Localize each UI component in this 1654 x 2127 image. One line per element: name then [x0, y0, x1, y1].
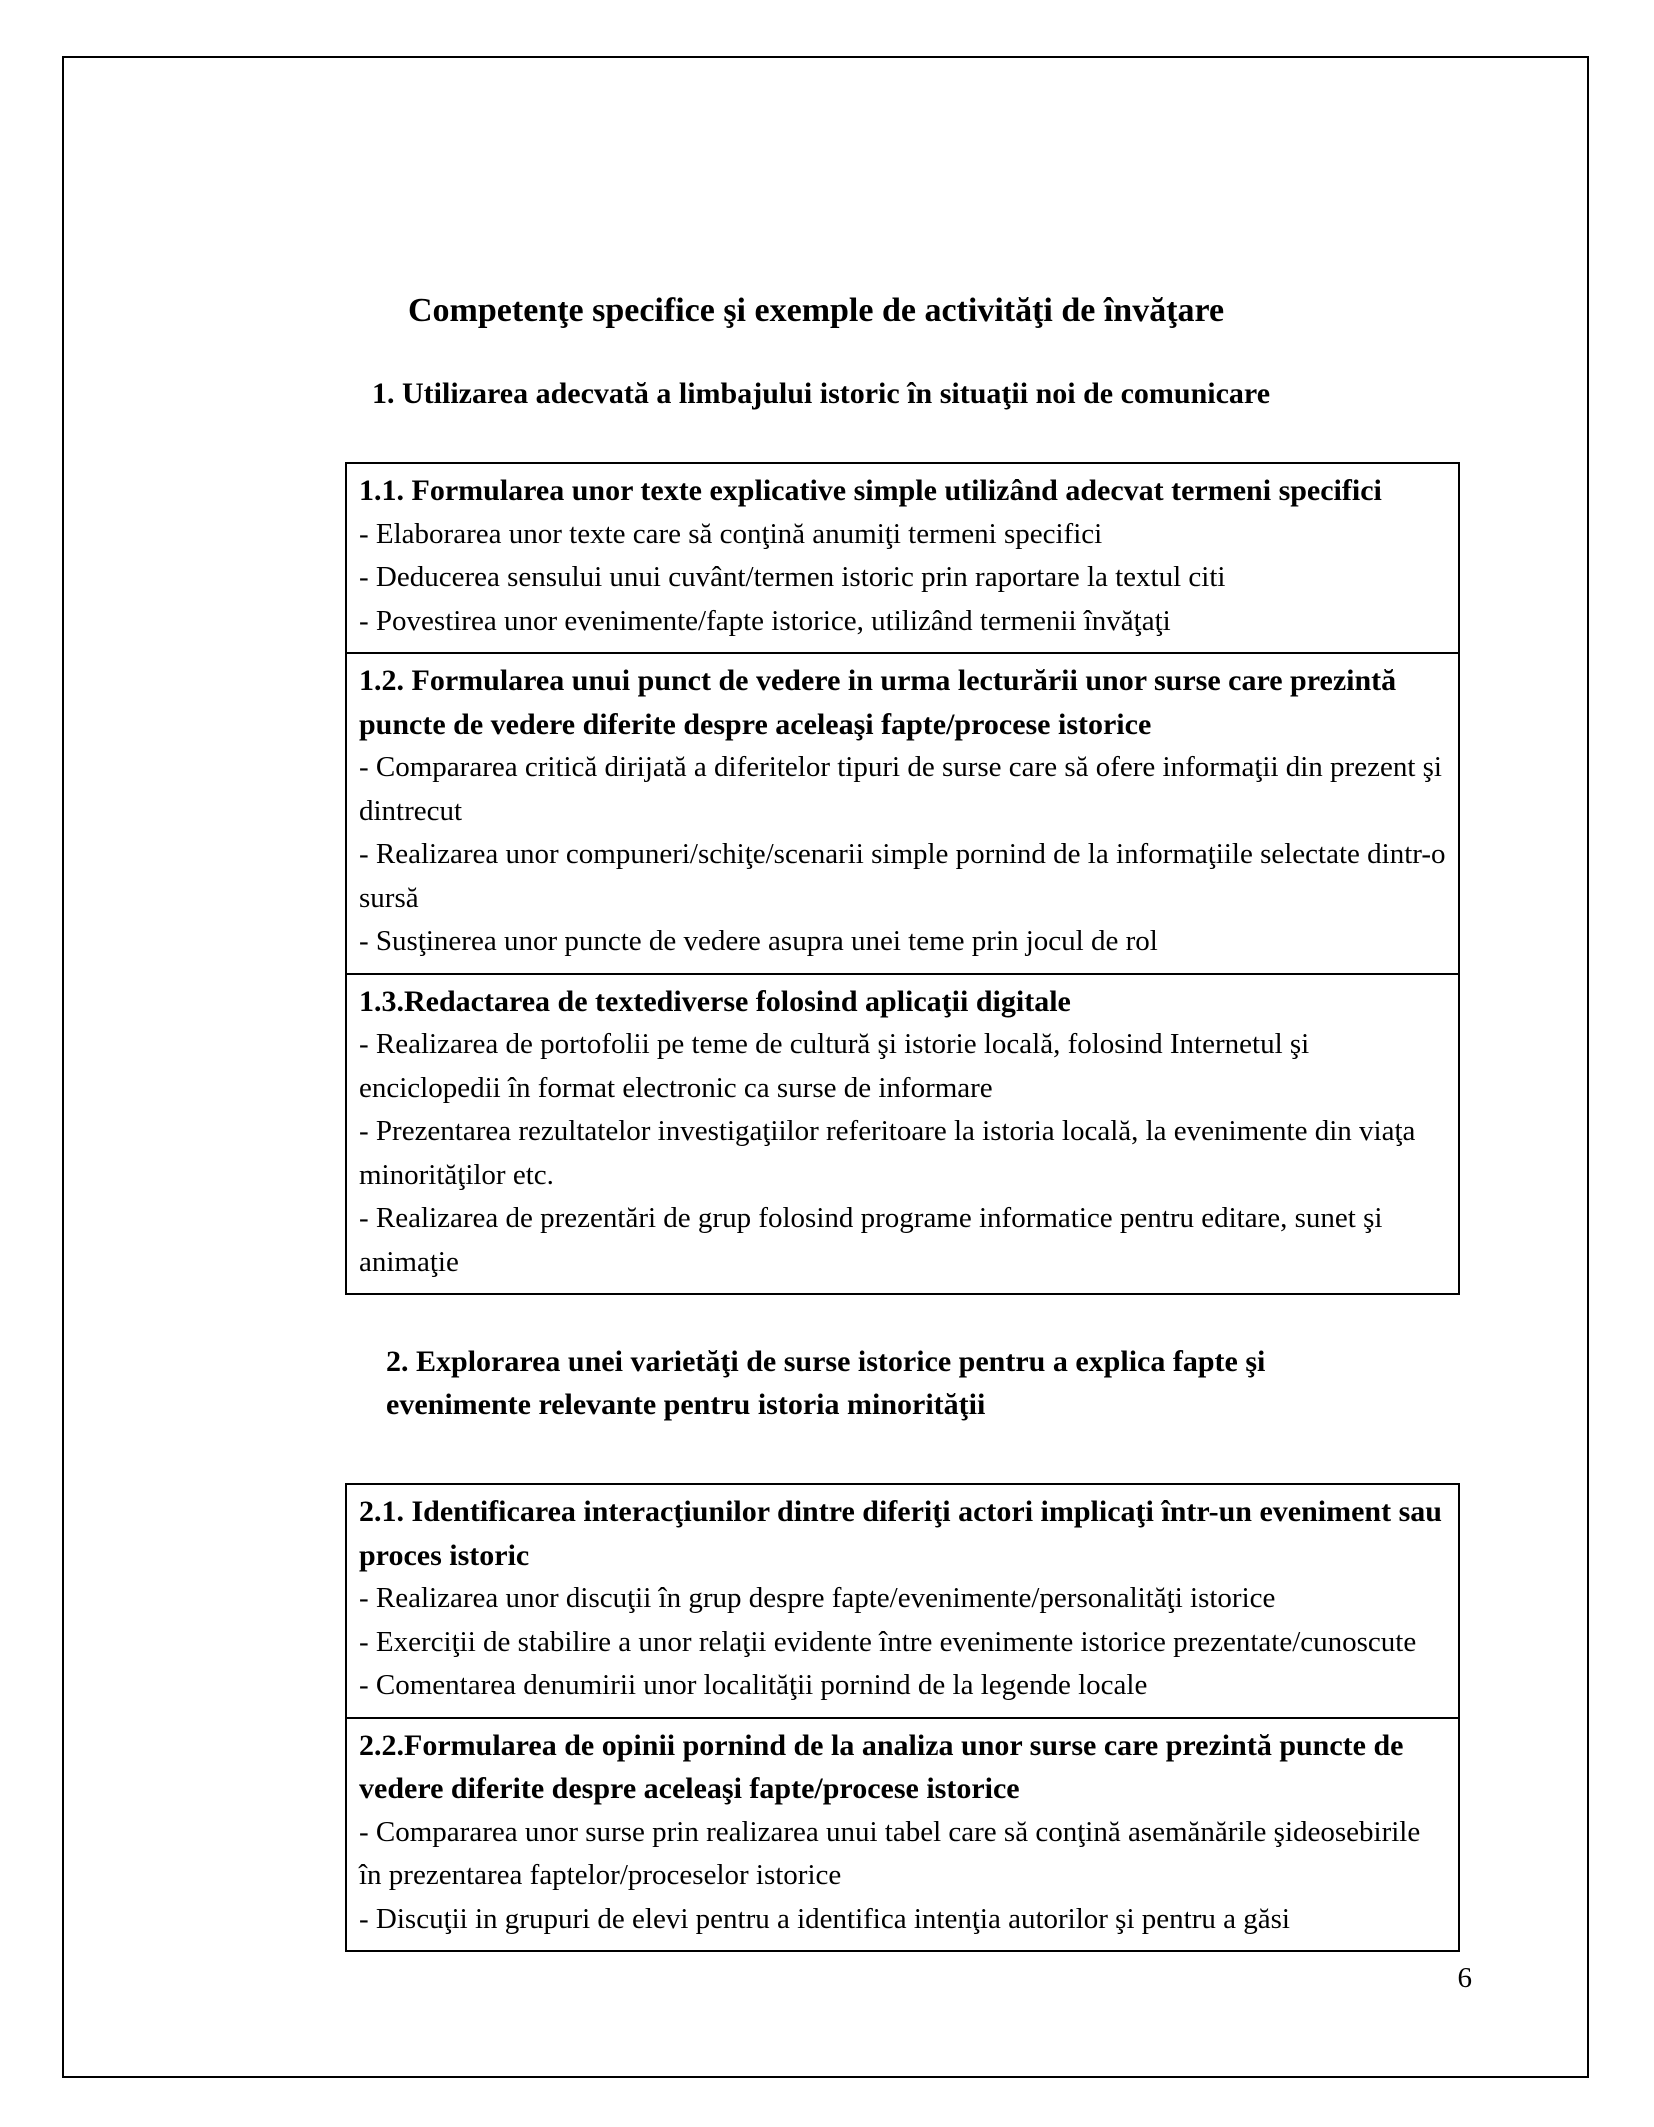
- competence-title: 1.2. Formularea unui punct de vedere in urma lecturării unor surse care prezintă puncte de vedere diferite despre aceleaşi fapte/procese istorice: [359, 664, 1397, 741]
- activity-item: - Povestirea unor evenimente/fapte istorice, utilizând termenii învăţaţi: [359, 604, 1171, 637]
- activity-item: - Compararea critică dirijată a diferitelor tipuri de surse care să ofere informaţii din prezent şi dintrecut: [359, 751, 1442, 827]
- activity-item: - Exerciţii de stabilire a unor relaţii evidente între evenimente istorice prezentate/cunoscute: [359, 1625, 1417, 1658]
- activity-item: - Compararea unor surse prin realizarea unui tabel care să conţină asemănările şideosebirile în prezentarea faptelor/proceselor istorice: [359, 1815, 1421, 1891]
- competence-box-1-1: [347, 464, 1458, 652]
- competences-table-2: [345, 1483, 1460, 1952]
- competence-box-1-2: [347, 652, 1458, 973]
- competence-title: 2.2.Formularea de opinii pornind de la analiza unor surse care prezintă puncte de vedere diferite despre aceleaşi fapte/procese istorice: [359, 1728, 1404, 1805]
- page-number: 6: [1457, 1962, 1472, 1994]
- competence-title: 2.1. Identificarea interacţiunilor dintre diferiţi actori implicaţi într-un eveniment sau proces istoric: [359, 1495, 1442, 1572]
- activity-item: - Prezentarea rezultatelor investigaţiilor referitoare la istoria locală, la evenimente din viaţa minorităţilor etc.: [359, 1115, 1416, 1191]
- section-1-heading: 1. Utilizarea adecvată a limbajului istoric în situaţii noi de comunicare: [372, 377, 1271, 410]
- activity-item: - Realizarea unor compuneri/schiţe/scenarii simple pornind de la informaţiile selectate dintr-o sursă: [359, 838, 1446, 914]
- activity-item: - Susţinerea unor puncte de vedere asupra unei teme prin jocul de rol: [359, 925, 1158, 957]
- activity-item: - Discuţii in grupuri de elevi pentru a identifica intenţia autorilor şi pentru a găsi: [359, 1902, 1290, 1935]
- section-2-heading: 2. Explorarea unei varietăţi de surse istorice pentru a explica fapte şi evenimente relevante pentru istoria minorităţii: [386, 1345, 1266, 1421]
- document-title: Competenţe specifice şi exemple de activităţi de învăţare: [408, 292, 1225, 329]
- activity-item: - Elaborarea unor texte care să conţină anumiţi termeni specifici: [359, 517, 1103, 550]
- competence-box-2-2: [347, 1717, 1458, 1951]
- competence-title: 1.1. Formularea unor texte explicative simple utilizând adecvat termeni specifici: [359, 474, 1382, 507]
- activity-item: - Realizarea de prezentări de grup folosind programe informatice pentru editare, sunet şi animaţie: [359, 1202, 1383, 1278]
- activity-item: - Realizarea unor discuţii în grup despre fapte/evenimente/personalităţi istorice: [359, 1582, 1276, 1614]
- competence-box-2-1: [347, 1485, 1458, 1717]
- activity-item: - Realizarea de portofolii pe teme de cultură şi istorie locală, folosind Internetul şi enciclopedii în format electronic ca surse de informare: [359, 1028, 1310, 1104]
- competences-table-1: [345, 462, 1460, 1295]
- activity-item: - Deducerea sensului unui cuvânt/termen istoric prin raportare la textul citi: [359, 561, 1226, 593]
- competence-box-1-3: [347, 973, 1458, 1294]
- competence-title: 1.3.Redactarea de textediverse folosind aplicaţii digitale: [359, 984, 1071, 1018]
- activity-item: - Comentarea denumirii unor localităţii pornind de la legende locale: [359, 1669, 1148, 1701]
